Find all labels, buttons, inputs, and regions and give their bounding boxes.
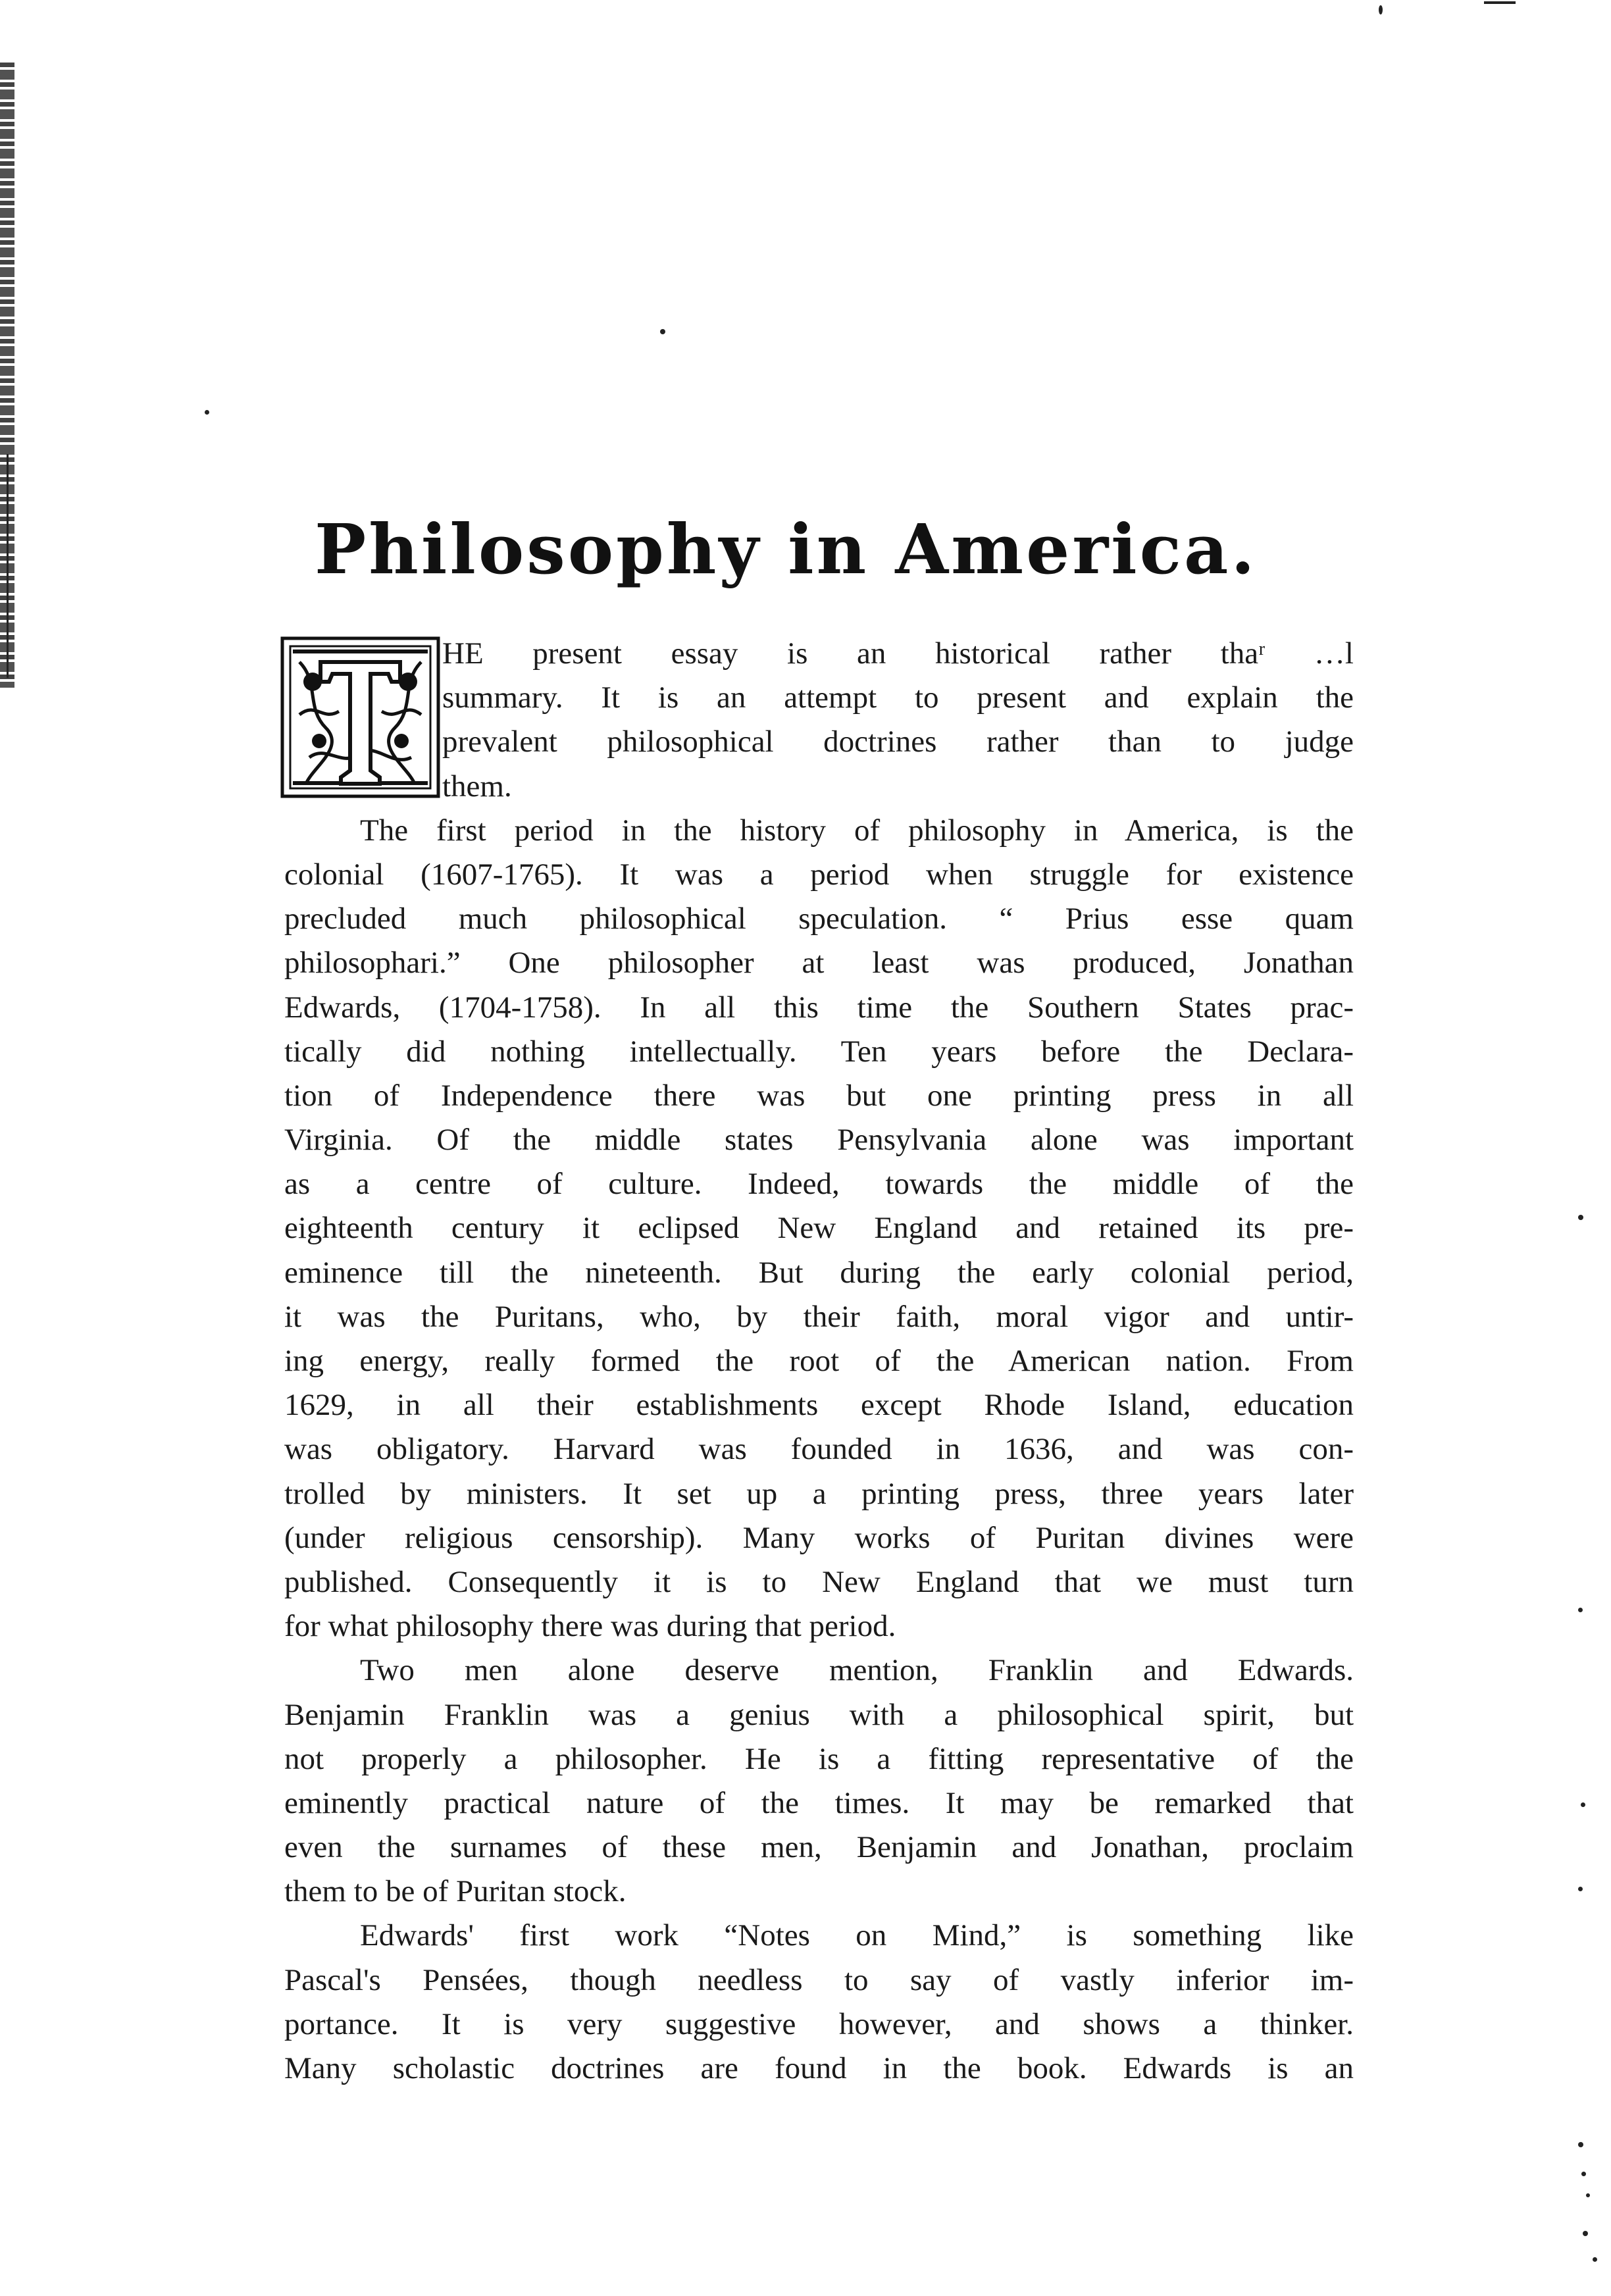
page-title: Philosophy in America.	[315, 509, 1258, 590]
text-line: Virginia. Of the middle states Pensylvania alone was important	[284, 1123, 1354, 1158]
scan-speck	[205, 410, 209, 415]
text-line: HE present essay is an historical rather thaʳ …l	[442, 636, 1354, 671]
text-line: philosophari.” One philosopher at least was produced, Jonathan	[284, 946, 1354, 981]
text-line: Edwards' first work “Notes on Mind,” is something like	[360, 1918, 1354, 1953]
text-line: them to be of Puritan stock.	[284, 1874, 626, 1909]
scan-speck	[1586, 2193, 1590, 2197]
text-line: published. Consequently it is to New England that we must turn	[284, 1564, 1354, 1599]
text-line: even the surnames of these men, Benjamin and Jonathan, proclaim	[284, 1830, 1354, 1865]
text-line: not properly a philosopher. He is a fitting representative of the	[284, 1741, 1354, 1776]
text-line: (under religious censorship). Many works of Puritan divines were	[284, 1520, 1354, 1555]
text-line: it was the Puritans, who, by their faith, moral vigor and untir-	[284, 1299, 1354, 1334]
text-line: eminently practical nature of the times. It may be remarked that	[284, 1785, 1354, 1820]
text-line: was obligatory. Harvard was founded in 1636, and was con-	[284, 1432, 1354, 1467]
scan-speck	[1581, 1802, 1585, 1807]
text-line: eminence till the nineteenth. But during the early colonial period,	[284, 1255, 1354, 1290]
article-body	[284, 632, 1354, 2091]
scan-speck	[1581, 2172, 1586, 2176]
text-line: trolled by ministers. It set up a printing press, three years later	[284, 1476, 1354, 1511]
text-line: Two men alone deserve mention, Franklin and Edwards.	[360, 1653, 1354, 1688]
text-line: Pascal's Pensées, though needless to say of vastly inferior im-	[284, 1962, 1354, 1997]
scan-speck	[1578, 1608, 1583, 1612]
text-line: The first period in the history of philosophy in America, is the	[360, 813, 1354, 848]
scan-speck	[1379, 5, 1383, 14]
text-line: Edwards, (1704-1758). In all this time the Southern States prac-	[284, 990, 1354, 1025]
text-line: colonial (1607-1765). It was a period when struggle for existence	[284, 857, 1354, 892]
text-line: Benjamin Franklin was a genius with a philosophical spirit, but	[284, 1697, 1354, 1732]
scan-speck	[1578, 1215, 1583, 1220]
text-line: Many scholastic doctrines are found in the book. Edwards is an	[284, 2051, 1354, 2085]
text-line: ing energy, really formed the root of the American nation. From	[284, 1344, 1354, 1378]
text-line: as a centre of culture. Indeed, towards the middle of the	[284, 1167, 1354, 1202]
text-line: summary. It is an attempt to present and explain the	[442, 680, 1354, 715]
scan-speck	[1578, 1887, 1583, 1891]
text-line: tion of Independence there was but one printing press in all	[284, 1078, 1354, 1113]
scan-speck	[660, 329, 665, 334]
text-line: prevalent philosophical doctrines rather than to judge	[442, 725, 1354, 759]
text-line: portance. It is very suggestive however, and shows a thinker.	[284, 2006, 1354, 2041]
text-line: 1629, in all their establishments except Rhode Island, education	[284, 1388, 1354, 1423]
text-line: eighteenth century it eclipsed New England and retained its pre-	[284, 1211, 1354, 1246]
scan-edge-line	[7, 454, 9, 678]
text-line: tically did nothing intellectually. Ten years before the Deсlara-	[284, 1034, 1354, 1069]
text-line: for what philosophy there was during that period.	[284, 1609, 896, 1644]
scan-speck	[1578, 2142, 1583, 2147]
text-line: precluded much philosophical speculation. “ Prius esse quam	[284, 902, 1354, 936]
text-line: them.	[442, 769, 512, 804]
scan-speck	[1484, 1, 1516, 4]
scan-speck	[1593, 2257, 1597, 2262]
scan-speck	[1583, 2231, 1588, 2236]
